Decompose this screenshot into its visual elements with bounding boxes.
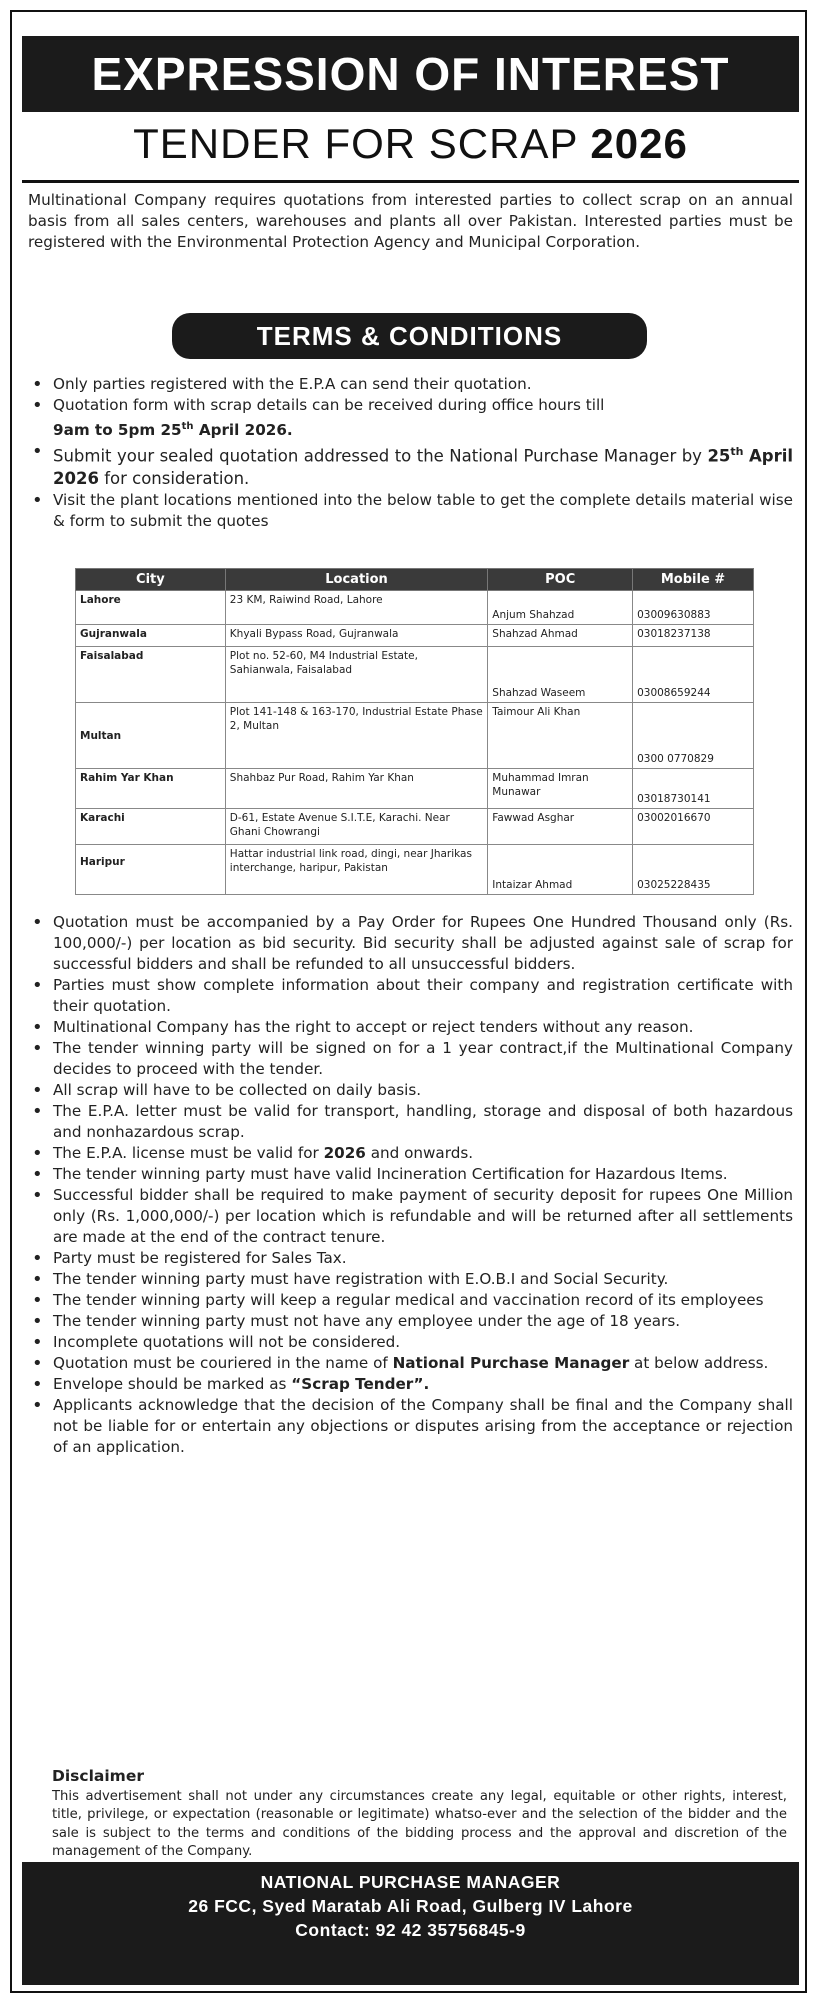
- term-text: Submit your sealed quotation addressed to the National Purchase Manager by: [53, 446, 702, 466]
- term-item: [28, 395, 793, 441]
- term-item: [28, 441, 793, 490]
- poc-cell: Fawwad Asghar: [488, 809, 633, 845]
- term-item: • Quotation must be accompanied by a Pay Order for Rupees One Hundred Thousand only (Rs. 100,000/-) per location as bid security. Bid security shall be adjusted against sale of scrap for successful bidders and shall be refunded to all unsuccessful bidders.: [28, 912, 793, 975]
- table-row: [76, 591, 754, 625]
- disclaimer-title: Disclaimer: [52, 1767, 144, 1785]
- term-item: [28, 1353, 793, 1374]
- title-divider: [22, 180, 799, 183]
- poc-cell: Shahzad Waseem: [488, 647, 633, 703]
- plant-locations-table: [75, 568, 754, 895]
- city-cell: Lahore: [76, 591, 226, 625]
- term-text: for consideration.: [104, 468, 250, 488]
- table-row: [76, 769, 754, 809]
- location-cell: Hattar industrial link road, dingi, near Jharikas interchange, haripur, Pakistan: [225, 845, 487, 895]
- poc-cell: Taimour Ali Khan: [488, 703, 633, 769]
- table-row: [76, 625, 754, 647]
- term-bold: April 2026.: [198, 421, 293, 440]
- city-cell: Karachi: [76, 809, 226, 845]
- footer-address: 26 FCC, Syed Maratab Ali Road, Gulberg IV Lahore: [188, 1896, 633, 1916]
- subtitle-year: 2026: [590, 120, 688, 167]
- term-item: • Successful bidder shall be required to make payment of security deposit for rupees One Million only (Rs. 1,000,000/-) per location which is refundable and will be returned after all settlements are made at the end of the contract tenure.: [28, 1185, 793, 1248]
- terms-list-top: [28, 374, 793, 532]
- term-item: [28, 1374, 793, 1395]
- term-bold: 9am to 5pm 25: [53, 421, 182, 440]
- term-text: and onwards.: [370, 1144, 474, 1162]
- term-text: Envelope should be marked as: [53, 1375, 287, 1393]
- disclaimer-text: This advertisement shall not under any circumstances create any legal, equitable or other rights, interest, title, privilege, or expectation (reasonable or legitimate) whatso-ever and the selection of the bidder and the sale is subject to the terms and conditions of the bidding process and the approval and discretion of the management of the Company.: [52, 1788, 787, 1859]
- mobile-cell: 03025228435: [633, 845, 754, 895]
- term-item: • All scrap will have to be collected on daily basis.: [28, 1080, 793, 1101]
- city-cell: Rahim Yar Khan: [76, 769, 226, 809]
- term-item: • Multinational Company has the right to accept or reject tenders without any reason.: [28, 1017, 793, 1038]
- mobile-cell: 03009630883: [633, 591, 754, 625]
- table-row: [76, 845, 754, 895]
- poc-cell: Muhammad Imran Munawar: [488, 769, 633, 809]
- table-header-row: [76, 569, 754, 591]
- term-text: Quotation form with scrap details can be received during office hours till: [53, 396, 605, 414]
- disclaimer-section: [52, 1767, 787, 1862]
- term-item: • Visit the plant locations mentioned into the below table to get the complete details material wise & form to submit the quotes: [28, 490, 793, 532]
- term-item: • Party must be registered for Sales Tax.: [28, 1248, 793, 1269]
- term-bold: “Scrap Tender”.: [291, 1375, 430, 1393]
- column-header: POC: [488, 569, 633, 591]
- column-header: City: [76, 569, 226, 591]
- advertisement-page: [10, 10, 807, 1993]
- city-cell: Gujranwala: [76, 625, 226, 647]
- city-cell: Multan: [76, 703, 226, 769]
- term-item: • Applicants acknowledge that the decision of the Company shall be final and the Company shall not be liable for or entertain any objections or disputes arising from the acceptance or rejection of an application.: [28, 1395, 793, 1458]
- tender-subtitle: [12, 120, 809, 168]
- term-item: • The tender winning party must not have any employee under the age of 18 years.: [28, 1311, 793, 1332]
- term-item: • Only parties registered with the E.P.A can send their quotation.: [28, 374, 793, 395]
- mobile-cell: 0300 0770829: [633, 703, 754, 769]
- term-bold: April 2026: [53, 446, 794, 488]
- mobile-cell: 03018730141: [633, 769, 754, 809]
- location-cell: Plot 141-148 & 163-170, Industrial Estate Phase 2, Multan: [225, 703, 487, 769]
- main-title-banner: [22, 36, 799, 112]
- poc-cell: Anjum Shahzad: [488, 591, 633, 625]
- terms-list-bottom: [28, 912, 793, 1458]
- term-bold: 25: [707, 446, 731, 466]
- term-item: • The E.P.A. letter must be valid for transport, handling, storage and disposal of both hazardous and nonhazardous scrap.: [28, 1101, 793, 1143]
- table-row: [76, 647, 754, 703]
- term-item: • Parties must show complete information about their company and registration certificate with their quotation.: [28, 975, 793, 1017]
- footer-title: NATIONAL PURCHASE MANAGER: [260, 1872, 561, 1892]
- location-cell: Khyali Bypass Road, Gujranwala: [225, 625, 487, 647]
- mobile-cell: 03008659244: [633, 647, 754, 703]
- term-item: • The tender winning party must have registration with E.O.B.I and Social Security.: [28, 1269, 793, 1290]
- location-cell: Plot no. 52-60, M4 Industrial Estate, Sahianwala, Faisalabad: [225, 647, 487, 703]
- table-row: [76, 703, 754, 769]
- term-item: • The tender winning party will be signed on for a 1 year contract,if the Multinational Company decides to proceed with the tender.: [28, 1038, 793, 1080]
- poc-cell: Intaizar Ahmad: [488, 845, 633, 895]
- footer-contact: Contact: 92 42 35756845-9: [295, 1920, 526, 1940]
- mobile-cell: 03018237138: [633, 625, 754, 647]
- term-item: [28, 1143, 793, 1164]
- terms-heading-text: TERMS & CONDITIONS: [256, 320, 563, 351]
- location-cell: D-61, Estate Avenue S.I.T.E, Karachi. Near Ghani Chowrangi: [225, 809, 487, 845]
- location-cell: Shahbaz Pur Road, Rahim Yar Khan: [225, 769, 487, 809]
- column-header: Location: [225, 569, 487, 591]
- subtitle-text: TENDER FOR SCRAP: [133, 120, 578, 167]
- term-bold: 2026: [323, 1144, 366, 1162]
- term-item: • The tender winning party will keep a regular medical and vaccination record of its employees: [28, 1290, 793, 1311]
- intro-paragraph: Multinational Company requires quotations from interested parties to collect scrap on an annual basis from all sales centers, warehouses and plants all over Pakistan. Interested parties must be registered with the Environmental Protection Agency and Municipal Corporation.: [28, 191, 793, 251]
- term-bold: National Purchase Manager: [392, 1354, 630, 1372]
- term-text: Quotation must be couriered in the name of: [53, 1354, 388, 1372]
- column-header: Mobile #: [633, 569, 754, 591]
- city-cell: Haripur: [76, 845, 226, 895]
- poc-cell: Shahzad Ahmad: [488, 625, 633, 647]
- term-sup: th: [181, 421, 194, 432]
- term-sup: th: [730, 445, 744, 459]
- term-text: at below address.: [634, 1354, 769, 1372]
- term-text: The E.P.A. license must be valid for: [53, 1144, 319, 1162]
- term-item: • The tender winning party must have valid Incineration Certification for Hazardous Items.: [28, 1164, 793, 1185]
- terms-heading: [172, 313, 647, 359]
- contact-footer: [22, 1862, 799, 1985]
- city-cell: Faisalabad: [76, 647, 226, 703]
- main-title: EXPRESSION OF INTEREST: [91, 48, 730, 100]
- location-cell: 23 KM, Raiwind Road, Lahore: [225, 591, 487, 625]
- table-row: [76, 809, 754, 845]
- mobile-cell: 03002016670: [633, 809, 754, 845]
- term-item: • Incomplete quotations will not be considered.: [28, 1332, 793, 1353]
